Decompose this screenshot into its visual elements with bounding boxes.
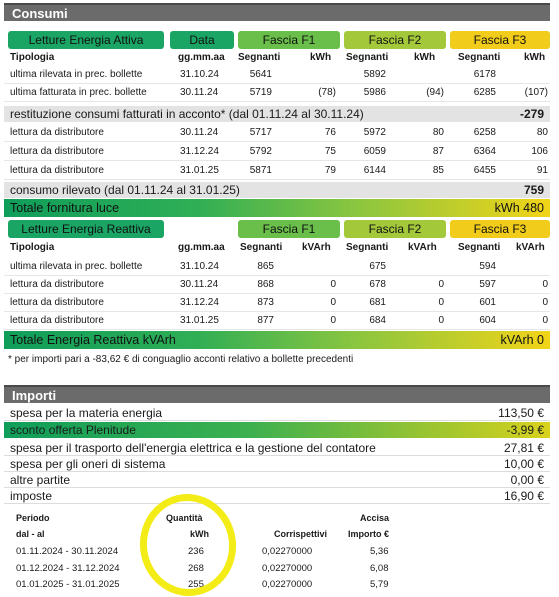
attiva-row2-f1s: 5792: [249, 146, 272, 157]
reattiva-row-data: 31.01.25: [180, 315, 219, 326]
reattiva-row-divider: [4, 311, 550, 312]
accisa-h-importo: Importo €: [348, 529, 390, 539]
reattiva-row-f3k: 0: [542, 279, 548, 290]
totale-reattiva-label: Totale Energia Reattiva kVArh: [10, 333, 176, 347]
attiva-header-f1: Fascia F1: [238, 31, 340, 49]
attiva-row2-f1s: 5717: [249, 127, 272, 138]
importi-row-value: 0,00 €: [510, 473, 544, 487]
attiva-row-f1k: (78): [318, 87, 336, 98]
attiva-header-data: Data: [170, 31, 234, 49]
attiva-row2-divider: [4, 141, 550, 142]
importi-section-title: Importi: [4, 385, 550, 403]
restituzione-bar: [4, 106, 550, 122]
reattiva-row-f1k: 0: [330, 315, 336, 326]
attiva-row2-f2k: 85: [432, 165, 444, 176]
consumo-bar: [4, 182, 550, 198]
attiva-row-tipo: ultima fatturata in prec. bollette: [10, 87, 147, 98]
attiva-row2-f3k: 106: [531, 146, 548, 157]
attiva-row-f3s: 6178: [473, 69, 496, 80]
accisa-importo: 6,08: [370, 563, 389, 574]
accisa-periodo: 01.12.2024 - 31.12.2024: [16, 563, 120, 574]
attiva-row2-f2s: 5972: [363, 127, 386, 138]
reattiva-row-f1s: 868: [257, 279, 274, 290]
attiva-row2-f3k: 80: [536, 127, 548, 138]
importi-row-value: 16,90 €: [503, 489, 544, 503]
attiva-row2-data: 31.12.24: [180, 146, 219, 157]
importi-row: [4, 405, 550, 421]
reattiva-row-f3s: 597: [479, 279, 496, 290]
importi-row: [4, 488, 550, 504]
restituzione-label: restituzione consumi fatturati in acconto* (dal 01.11.24 al 30.11.24): [10, 107, 364, 121]
attiva-row-f2s: 5986: [363, 87, 386, 98]
accisa-corrispettivi: 0,02270000: [262, 579, 313, 590]
accisa-h-quantita: Quantità: [166, 513, 203, 523]
reattiva-row-tipo: lettura da distributore: [10, 315, 104, 326]
attiva-row-f2k: (94): [426, 87, 444, 98]
reattiva-sub-tipologia: Tipologia: [10, 242, 55, 253]
attiva-sub-f2-segnanti: Segnanti: [346, 52, 389, 63]
attiva-row-f1s: 5719: [249, 87, 272, 98]
attiva-row2-f2k: 87: [432, 146, 444, 157]
consumi-section-title: Consumi: [4, 3, 550, 21]
reattiva-row-tipo: lettura da distributore: [10, 279, 104, 290]
importi-row-label: spesa per il trasporto dell'energia elettrica e la gestione del contatore: [10, 441, 376, 455]
attiva-row2-f1k: 79: [324, 165, 336, 176]
reattiva-row-f2s: 675: [369, 261, 386, 272]
reattiva-row-f1s: 873: [257, 297, 274, 308]
reattiva-row-f3s: 601: [479, 297, 496, 308]
reattiva-row-divider: [4, 329, 550, 330]
importi-row-value: 27,81 €: [503, 441, 544, 455]
attiva-sub-f3-kwh: kWh: [524, 52, 546, 63]
consumo-label: consumo rilevato (dal 01.11.24 al 31.01.25): [10, 183, 240, 197]
accisa-h-corrispettivi: Corrispettivi: [274, 529, 328, 539]
importi-row-label: spesa per gli oneri di sistema: [10, 457, 166, 471]
reattiva-header-f1: Fascia F1: [238, 220, 340, 238]
importi-row-label: imposte: [10, 489, 53, 503]
attiva-row2-divider: [4, 179, 550, 180]
reattiva-sub-f2-segnanti: Segnanti: [346, 242, 389, 253]
reattiva-row-f2s: 678: [369, 279, 386, 290]
reattiva-header-label: Letture Energia Reattiva: [8, 220, 164, 238]
reattiva-row-divider: [4, 293, 550, 294]
reattiva-header-f3: Fascia F3: [450, 220, 550, 238]
reattiva-row-tipo: ultima rilevata in prec. bollette: [10, 261, 143, 272]
reattiva-row-divider: [4, 275, 550, 276]
attiva-row2-f3k: 91: [536, 165, 548, 176]
accisa-kwh: 268: [188, 563, 204, 574]
totale-reattiva-bar: [4, 331, 550, 349]
reattiva-row-f1s: 877: [257, 315, 274, 326]
reattiva-row-data: 31.10.24: [180, 261, 219, 272]
accisa-h-periodo: Periodo: [16, 513, 50, 523]
importi-row: [4, 440, 550, 456]
reattiva-row-f3s: 594: [479, 261, 496, 272]
accisa-h-dal-al: dal - al: [16, 529, 45, 539]
importi-row-value: -3,99 €: [506, 423, 544, 437]
reattiva-sub-data: gg.mm.aa: [178, 242, 225, 253]
attiva-row2-f2k: 80: [432, 127, 444, 138]
reattiva-row-data: 30.11.24: [180, 279, 219, 290]
attiva-header-label: Letture Energia Attiva: [8, 31, 164, 49]
accisa-importo: 5,36: [370, 546, 389, 557]
reattiva-row-f1s: 865: [257, 261, 274, 272]
attiva-row2-tipo: lettura da distributore: [10, 146, 104, 157]
accisa-periodo: 01.11.2024 - 30.11.2024: [16, 546, 119, 557]
attiva-row2-f2s: 6144: [363, 165, 386, 176]
attiva-row-f3s: 6285: [473, 87, 496, 98]
attiva-row2-tipo: lettura da distributore: [10, 127, 104, 138]
accisa-periodo: 01.01.2025 - 31.01.2025: [16, 579, 120, 590]
attiva-row2-data: 30.11.24: [180, 127, 219, 138]
totale-reattiva-value: kVArh 0: [500, 333, 544, 347]
accisa-kwh: 255: [188, 579, 204, 590]
consumo-value: 759: [523, 183, 544, 197]
reattiva-sub-f3-kvarh: kVArh: [516, 242, 545, 253]
accisa-importo: 5,79: [370, 579, 389, 590]
reattiva-row-data: 31.12.24: [180, 297, 219, 308]
attiva-row2-f1k: 75: [324, 146, 336, 157]
reattiva-row-f2s: 681: [369, 297, 386, 308]
importi-row-label: spesa per la materia energia: [10, 406, 163, 420]
attiva-row-tipo: ultima rilevata in prec. bollette: [10, 69, 143, 80]
attiva-row2-f2s: 6059: [363, 146, 386, 157]
attiva-header-f3: Fascia F3: [450, 31, 550, 49]
attiva-sub-tipologia: Tipologia: [10, 52, 55, 63]
attiva-row-divider: [4, 83, 550, 84]
attiva-row2-f3s: 6364: [473, 146, 496, 157]
attiva-row-data: 31.10.24: [180, 69, 219, 80]
attiva-row2-data: 31.01.25: [180, 165, 219, 176]
attiva-row-data: 30.11.24: [180, 87, 219, 98]
accisa-kwh: 236: [188, 546, 204, 557]
reattiva-sub-f1-segnanti: Segnanti: [240, 242, 283, 253]
attiva-sub-data: gg.mm.aa: [178, 52, 225, 63]
reattiva-header-f2: Fascia F2: [344, 220, 446, 238]
yellow-highlight-marker: [133, 488, 242, 597]
importi-row: [4, 456, 550, 472]
reattiva-row-tipo: lettura da distributore: [10, 297, 104, 308]
importi-row-label: sconto offerta Plenitude: [10, 423, 136, 437]
attiva-header-f2: Fascia F2: [344, 31, 446, 49]
accisa-corrispettivi: 0,02270000: [262, 563, 313, 574]
reattiva-row-f2k: 0: [438, 279, 444, 290]
reattiva-row-f2k: 0: [438, 315, 444, 326]
accisa-corrispettivi: 0,02270000: [262, 546, 313, 557]
reattiva-row-f3k: 0: [542, 297, 548, 308]
reattiva-row-f3s: 604: [479, 315, 496, 326]
attiva-row2-f1s: 5871: [249, 165, 272, 176]
reattiva-row-f2s: 684: [369, 315, 386, 326]
attiva-sub-f1-segnanti: Segnanti: [238, 52, 281, 63]
attiva-row2-divider: [4, 160, 550, 161]
attiva-sub-f1-kwh: kWh: [310, 52, 332, 63]
totale-fornitura-value: kWh 480: [494, 201, 544, 215]
reattiva-row-f2k: 0: [438, 297, 444, 308]
accisa-h-accisa: Accisa: [360, 513, 390, 523]
reattiva-row-f1k: 0: [330, 297, 336, 308]
attiva-row2-tipo: lettura da distributore: [10, 165, 104, 176]
importi-row-label: altre partite: [10, 473, 71, 487]
attiva-row2-f3s: 6455: [473, 165, 496, 176]
reattiva-row-f1k: 0: [330, 279, 336, 290]
restituzione-value: -279: [519, 107, 544, 121]
reattiva-sub-f2-kvarh: kVArh: [408, 242, 437, 253]
attiva-row2-f1k: 76: [324, 127, 336, 138]
accisa-h-kwh: kWh: [190, 529, 209, 539]
reattiva-sub-f3-segnanti: Segnanti: [458, 242, 501, 253]
totale-fornitura-label: Totale fornitura luce: [10, 201, 120, 215]
attiva-row-divider: [4, 101, 550, 102]
importi-row-value: 10,00 €: [503, 457, 544, 471]
attiva-row-f2s: 5892: [363, 69, 386, 80]
attiva-sub-f3-segnanti: Segnanti: [458, 52, 501, 63]
importi-row: [4, 472, 550, 488]
footnote: * per importi pari a -83,62 € di conguaglio acconti relativo a bollette precedenti: [8, 354, 354, 365]
importi-row-value: 113,50 €: [498, 406, 544, 420]
reattiva-row-f3k: 0: [542, 315, 548, 326]
importi-row: [4, 422, 550, 438]
totale-fornitura-bar: [4, 199, 550, 217]
reattiva-sub-f1-kvarh: kVArh: [302, 242, 331, 253]
attiva-row2-f3s: 6258: [473, 127, 496, 138]
attiva-row-f1s: 5641: [249, 69, 272, 80]
attiva-sub-f2-kwh: kWh: [414, 52, 436, 63]
attiva-row-f3k: (107): [524, 87, 548, 98]
